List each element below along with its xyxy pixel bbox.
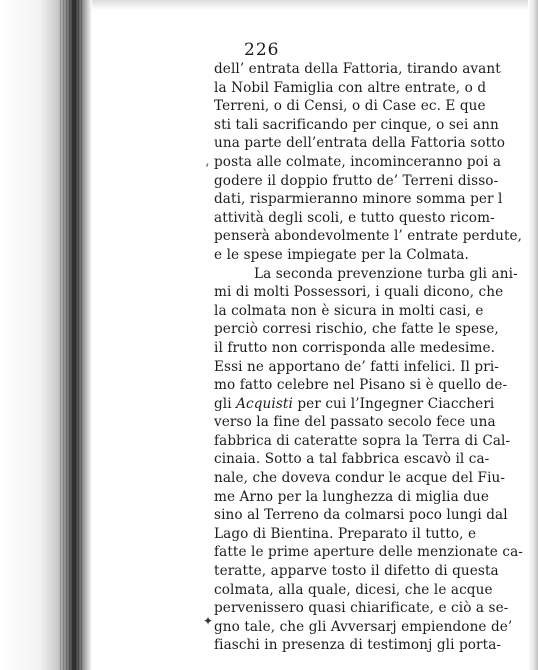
text-line: pervenissero quasi chiarificate, e ciò a se- [214,600,509,617]
text-line: Terreni, o di Censi, o di Case ec. E que [214,98,486,115]
text-line: sti tali sacrificando per cinque, o sei ann [214,116,499,133]
text-line: Essi ne apportano de’ fatti infelici. Il pri- [214,358,499,375]
text-line: gli Acquisti per cui l’Ingegner Ciaccheri [214,395,495,412]
text-line: la Nobil Famiglia con altre entrate, o d [214,79,487,96]
text-line: posta alle colmate, incominceranno poi a [214,153,502,170]
binding-texture [60,0,84,670]
top-edge-shadow [92,0,538,10]
text-line-paragraph-start: La seconda prevenzione turba gli ani- [254,265,518,282]
text-line: teratte, apparve tosto il difetto di questa [214,563,499,580]
text-line: Lago di Bientina. Preparato il tutto, e [214,525,477,542]
margin-mark: ‘ [205,162,210,177]
page-number: 226 [244,40,280,60]
text-line: dati, risparmieranno minore somma per l [214,191,503,208]
italic-word: Acquisti [236,395,293,412]
text-line: me Arno per la lunghezza di miglia due [214,488,490,505]
text-line: mo fatto celebre nel Pisano si è quello de- [214,377,508,394]
text-line: una parte dell’entrata della Fattoria sotto [214,135,506,152]
text-line: dell’ entrata della Fattoria, tirando avant [214,61,501,77]
text-line: il frutto non corrisponda alle medesime. [214,339,496,356]
text-line: godere il doppio frutto de’ Terreni disso- [214,172,499,189]
ornament-mark: ✦ [203,614,214,628]
text-line: la colmata non è sicura in molti casi, e [214,302,484,319]
text-line: verso la fine del passato secolo fece una [214,414,496,431]
text-line: colmata, alla quale, dicesi, che le acque [214,581,493,598]
text-line: e le spese impiegate per la Colmata. [214,246,469,263]
text-line: sino al Terreno da colmarsi poco lungi dal [214,507,508,524]
text-line: perciò corresi rischio, che fatte le spese, [214,321,499,338]
text-line: gno tale, che gli Avversarj empiendone de’ [214,618,513,635]
text-line: mi di molti Possessori, i quali dicono, che [214,284,504,301]
text-line: nale, che doveva condur le acque del Fiu- [214,470,506,487]
text-line: fabbrica di cateratte sopra la Terra di Cal- [214,432,511,449]
book-page-text [214,40,530,655]
text-line: penserà abondevolmente l’ entrate perdute, [214,228,523,245]
text-line: fatte le prime aperture delle menzionate ca- [214,544,523,561]
text-line: fiaschi in presenza di testimonj gli porta- [214,637,502,654]
text-line: attività degli scoli, e tutto questo ricom- [214,209,495,226]
text-line: cinaia. Sotto a tal fabbrica escavò il ca- [214,451,490,468]
